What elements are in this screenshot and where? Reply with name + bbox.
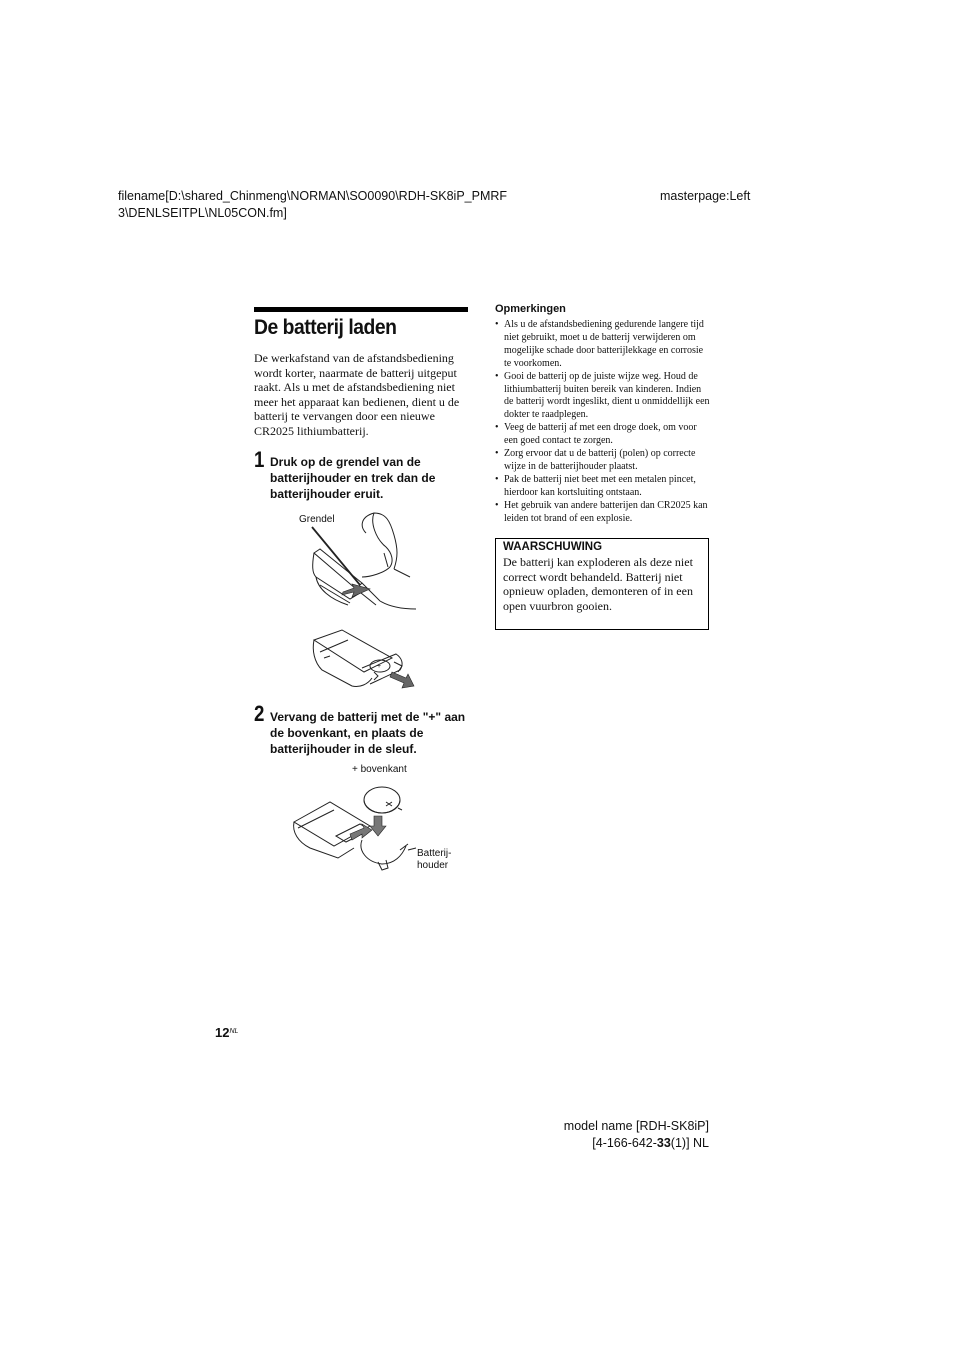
note-item: • Zorg ervoor dat u de batterij (polen) op correcte wijze in de batterijhouder plaatst. bbox=[495, 448, 711, 474]
step-1-number: 1 bbox=[254, 447, 265, 472]
warning-heading: WAARSCHUWING bbox=[503, 541, 603, 553]
model-code-prefix: [4-166-642- bbox=[592, 1136, 657, 1150]
fig1-label-grendel: Grendel bbox=[299, 514, 335, 525]
step-1-text: Druk op de grendel van de batterijhouder en trek dan de batterijhouder eruit. bbox=[270, 455, 436, 501]
svg-text:+: + bbox=[377, 663, 382, 670]
step-2-text: Vervang de batterij met de "+" aan de bovenkant, en plaats de batterijhouder in de sleuf. bbox=[270, 710, 466, 756]
warning-text: De batterij kan exploderen als deze niet correct wordt behandeld. Batterij niet opnieuw opladen, demonteren of in een open vuurbron gooien. bbox=[503, 555, 693, 613]
note-item: • Pak de batterij niet beet met een metalen pincet, hierdoor kan kortsluiting ontstaan. bbox=[495, 474, 711, 500]
section-title: De batterij laden bbox=[254, 316, 397, 339]
model-code bbox=[540, 1135, 709, 1152]
page-number-value: 12 bbox=[215, 1025, 230, 1040]
insert-battery-illustration bbox=[290, 778, 420, 878]
warning-box bbox=[495, 538, 709, 630]
model-name: model name [RDH-SK8iP] bbox=[563, 1119, 709, 1133]
remove-holder-illustration bbox=[308, 628, 416, 694]
notes-list bbox=[495, 319, 711, 526]
filename-line-2: 3\DENLSEITPL\NL05CON.fm] bbox=[118, 206, 287, 220]
page-number bbox=[215, 1025, 238, 1040]
model-code-bold: 33 bbox=[656, 1136, 671, 1150]
page-number-suffix: NL bbox=[229, 1028, 239, 1035]
step-2-number: 2 bbox=[254, 701, 265, 726]
note-item: • Als u de afstandsbediening gedurende langere tijd niet gebruikt, moet u de batterij verwijderen om mogelijke schade door batterijlekkage en corrosie te voorkomen. bbox=[495, 319, 711, 371]
intro-paragraph: De werkafstand van de afstandsbediening wordt korter, naarmate de batterij uitgeput raakt. Als u met de afstandsbediening niet meer het apparaat kan bedienen, dient u de batterij te vervangen door een nieuwe CR2025 lithiumbatterij. bbox=[254, 351, 460, 438]
note-item: • Het gebruik van andere batterijen dan CR2025 kan leiden tot brand of een explosie. bbox=[495, 500, 711, 526]
title-rule bbox=[254, 307, 468, 312]
filename-header bbox=[118, 188, 507, 222]
notes-heading: Opmerkingen bbox=[495, 303, 566, 315]
fig2-label-holder-line-2: houder bbox=[417, 860, 449, 871]
model-code-suffix: (1)] NL bbox=[670, 1136, 709, 1150]
note-item: • Veeg de batterij af met een droge doek, om voor een goed contact te zorgen. bbox=[495, 422, 711, 448]
fig2-label-holder bbox=[417, 848, 451, 872]
fig2-label-holder-line-1: Batterij- bbox=[417, 848, 452, 859]
model-info bbox=[540, 1118, 709, 1152]
filename-line-1: filename[D:\shared_Chinmeng\NORMAN\SO0090\RDH-SK8iP_PMRF bbox=[118, 189, 508, 203]
remote-latch-illustration bbox=[290, 505, 430, 620]
masterpage-header: masterpage:Left bbox=[660, 189, 751, 203]
fig2-label-top: + bovenkant bbox=[352, 764, 407, 775]
note-item: • Gooi de batterij op de juiste wijze weg. Houd de lithiumbatterij buiten bereik van kinderen. Indien de batterij wordt ingeslikt, dient u onmiddellijk een dokter te raadplegen. bbox=[495, 371, 711, 423]
